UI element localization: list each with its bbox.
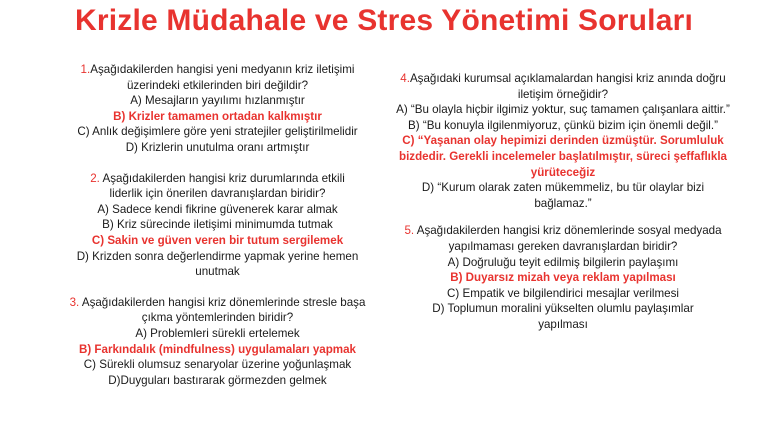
option-c-correct: C) “Yaşanan olay hepimizi derinden üzmüştür. Sorumluluk bizdedir. Gerekli incelemeler başlatılmıştır, süreci şeffaflıkla yürüteceğiz [399,134,727,179]
question-number: 2. [90,171,100,185]
question-number: 3. [69,295,80,309]
option-a: A) Sadece kendi fikrine güvenerek karar almak [97,202,338,216]
question-number: 1. [80,63,91,76]
question-number: 4. [400,72,410,85]
option-c: C) Anlık değişimlere göre yeni stratejiler geliştirilmelidir [77,125,358,139]
question-5 [383,223,743,332]
question-text: 4.Aşağıdaki kurumsal açıklamalardan hangisi kriz anında doğru iletişim örneğidir? [400,72,726,101]
question-text: 5. Aşağıdakilerden hangisi kriz dönemlerinde sosyal medyada yapılmaması gereken davranışlardan biridir? [404,224,722,253]
option-d: D) Krizden sonra değerlendirme yapmak yerine hemen unutmak [76,249,359,279]
option-b-correct: B) Duyarsız mizah veya reklam yapılması [450,271,676,285]
option-c: C) Sürekli olumsuz senaryolar üzerine yoğunlaşmak [83,358,352,372]
option-a: A) “Bu olayla hiçbir ilgimiz yoktur, suç tamamen çalışanlara aittir.” [396,103,730,117]
option-b-correct: B) Krizler tamamen ortadan kalkmıştır [113,109,322,123]
option-c-correct: C) Sakin ve güven veren bir tutum sergilemek [91,233,344,247]
question-number: 5. [404,224,415,238]
question-text: 3. Aşağıdakilerden hangisi kriz dönemlerinde stresle başa çıkma yöntemlerinden biridir? [69,295,366,325]
question-text: 2. Aşağıdakilerden hangisi kriz durumlarında etkili liderlik için önerilen davranışlardan biridir? [90,171,345,201]
option-a: A) Mesajların yayılımı hızlanmıştır [130,94,305,108]
question-1 [60,62,375,156]
question-text: 1.Aşağıdakilerden hangisi yeni medyanın kriz iletişimi üzerindeki etkilerinden biri değildir? [80,63,355,92]
page-title: Krizle Müdahale ve Stres Yönetimi Soruları [74,4,694,37]
option-a: A) Problemleri sürekli ertelemek [135,326,300,340]
option-b: B) “Bu konuyla ilgilenmiyoruz, çünkü bizim için önemli değil.” [408,118,718,132]
right-column [383,71,743,333]
question-3 [60,295,375,389]
option-b: B) Kriz sürecinde iletişimi minimumda tutmak [102,218,333,232]
option-b-correct: B) Farkındalık (mindfulness) uygulamaları yapmak [78,342,357,356]
option-d: D) Krizlerin unutulma oranı artmıştır [125,140,310,154]
question-4 [383,71,743,211]
option-a: A) Doğruluğu teyit edilmiş bilgilerin paylaşımı [447,255,679,269]
option-d: D) “Kurum olarak zaten mükemmeliz, bu tür olaylar bizi bağlamaz.” [421,181,705,210]
option-c: C) Empatik ve bilgilendirici mesajlar verilmesi [447,286,679,300]
option-d: D)Duyguları bastırarak görmezden gelmek [108,373,327,387]
question-2 [60,171,375,280]
left-column [60,62,375,388]
option-d: D) Toplumun moralini yükselten olumlu paylaşımlar yapılması [432,302,694,331]
